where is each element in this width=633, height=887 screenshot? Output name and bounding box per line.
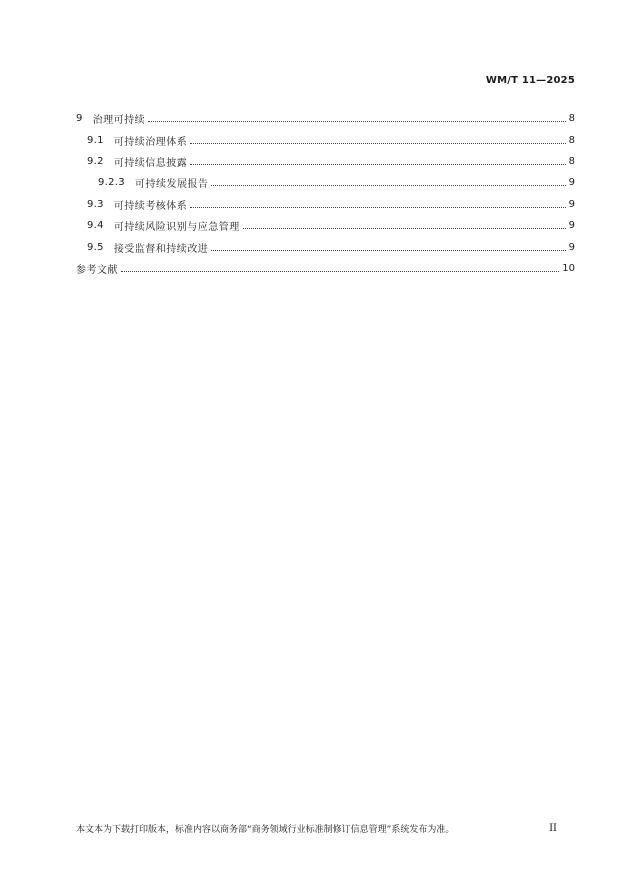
- dot-leader: [121, 271, 559, 272]
- dot-leader: [190, 143, 565, 144]
- toc-entry-page: 9: [568, 198, 575, 210]
- dot-leader: [211, 185, 565, 186]
- toc-entry-page: 9: [568, 220, 575, 232]
- dot-leader: [148, 121, 565, 122]
- dot-leader: [243, 228, 566, 229]
- toc-entry-9-5[interactable]: [76, 236, 575, 257]
- toc-entry-title: 接受监督和持续改进: [113, 243, 209, 255]
- toc-entry-number: 9.4: [87, 220, 104, 232]
- toc-entry-9-2-3[interactable]: [76, 172, 575, 193]
- page-footer: [76, 822, 557, 835]
- toc-entry-title: 可持续风险识别与应急管理: [113, 222, 240, 234]
- standard-code: WM/T 11—2025: [485, 75, 575, 86]
- dot-leader: [190, 207, 565, 208]
- toc-entry-page: 10: [562, 262, 575, 274]
- toc-entry-title: 可持续发展报告: [134, 179, 209, 191]
- toc-entry-number: 9.2: [87, 155, 104, 167]
- toc-entry-title: 可持续考核体系: [113, 200, 188, 212]
- toc-entry-number: 9.3: [87, 198, 104, 210]
- toc-entry-9-1[interactable]: [76, 129, 575, 150]
- toc-entry-9-3[interactable]: [76, 194, 575, 215]
- page-number: II: [549, 823, 557, 834]
- dot-leader: [211, 250, 565, 251]
- toc-entry-page: 9: [568, 241, 575, 253]
- toc-entry-number: 9.5: [87, 241, 104, 253]
- toc-entry-page: 8: [568, 113, 575, 125]
- download-notice: 本文本为下载打印版本，标准内容以商务部“商务领域行业标准制修订信息管理”系统发布为准。: [76, 825, 455, 835]
- toc-entry-9-4[interactable]: [76, 215, 575, 236]
- table-of-contents: [76, 108, 575, 279]
- toc-entry-number: 9: [76, 113, 83, 125]
- toc-entry-page: 8: [568, 134, 575, 146]
- dot-leader: [190, 164, 565, 165]
- toc-entry-title: 可持续信息披露: [113, 157, 188, 169]
- toc-entry-title: 可持续治理体系: [113, 136, 188, 148]
- toc-entry-title: 治理可持续: [92, 115, 146, 127]
- toc-entry-number: 9.2.3: [98, 177, 125, 189]
- toc-entry-number: 9.1: [87, 134, 104, 146]
- toc-entry-page: 8: [568, 155, 575, 167]
- toc-entry-9-2[interactable]: [76, 151, 575, 172]
- toc-entry-page: 9: [568, 177, 575, 189]
- toc-entry-title: 参考文献: [76, 264, 118, 276]
- toc-entry-bibliography[interactable]: [76, 258, 575, 279]
- toc-entry-9[interactable]: [76, 108, 575, 129]
